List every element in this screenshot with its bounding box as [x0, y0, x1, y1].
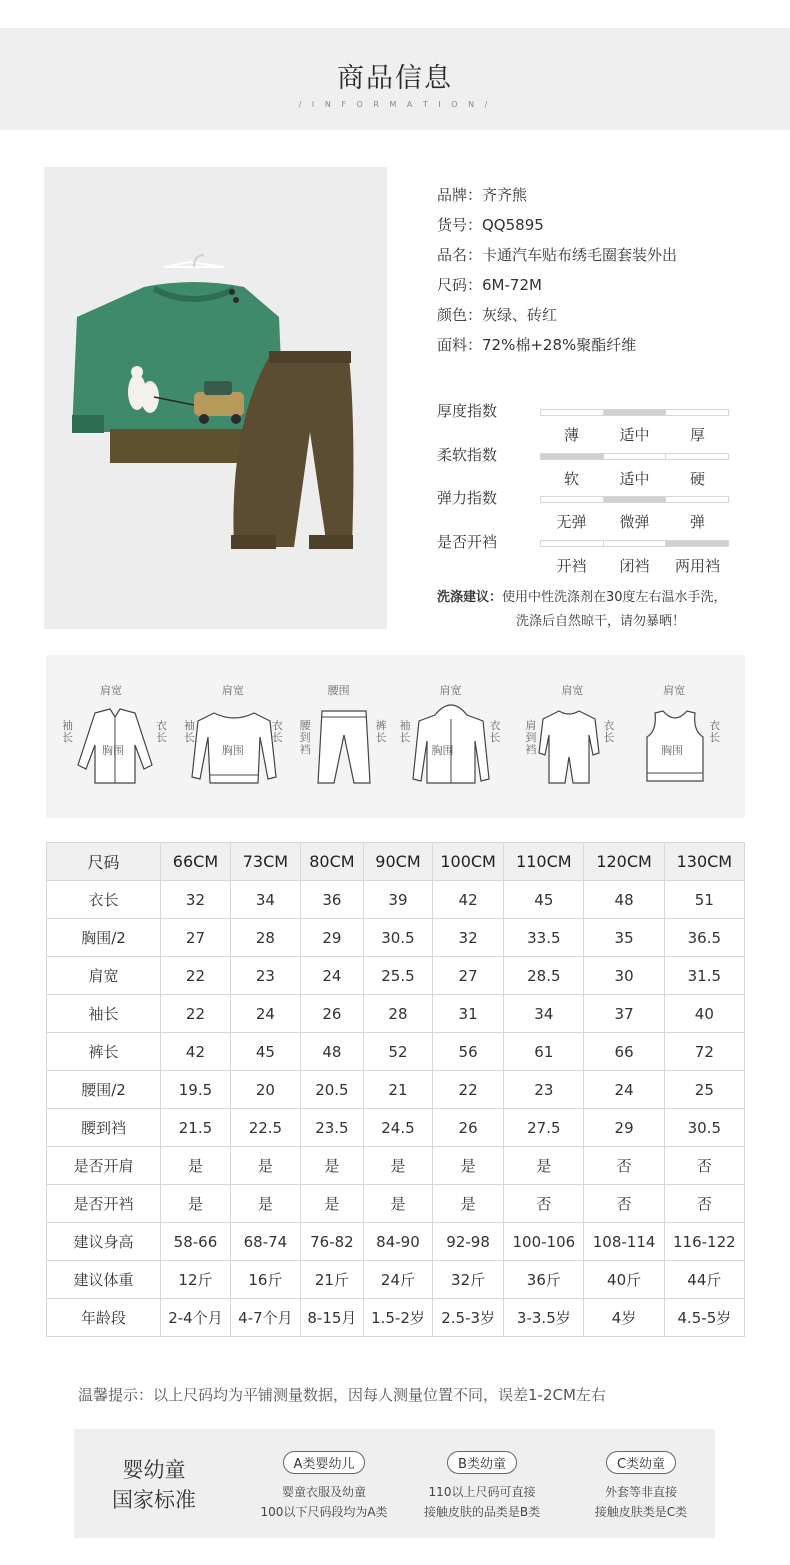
diagram-center-label: 胸围 — [661, 744, 684, 757]
diagram-top-label: 肩宽 — [663, 684, 686, 697]
sweater-diagram — [172, 655, 284, 818]
table-cell: 32 — [161, 881, 231, 919]
table-cell: 21 — [363, 1071, 432, 1109]
table-row — [47, 881, 745, 919]
index-bar — [540, 453, 729, 460]
table-cell: 22 — [161, 995, 231, 1033]
table-row — [47, 1299, 745, 1337]
class-line: 100以下尺码段均为A类 — [260, 1505, 388, 1519]
table-cell: 66 — [584, 1033, 664, 1071]
table-cell: 45 — [504, 881, 584, 919]
index-option: 厚 — [689, 426, 705, 444]
table-cell: 31.5 — [664, 957, 744, 995]
index-softness — [437, 444, 737, 488]
table-header-row — [47, 843, 745, 881]
index-option: 硬 — [689, 469, 705, 488]
table-header-cell: 80CM — [300, 843, 363, 881]
class-line: 接触皮肤类是C类 — [594, 1505, 688, 1519]
table-cell: 19.5 — [161, 1071, 231, 1109]
diagram-right-label: 衣长 — [489, 719, 501, 744]
table-cell: 2.5-3岁 — [433, 1299, 504, 1337]
table-cell: 40 — [664, 995, 744, 1033]
table-row — [47, 1071, 745, 1109]
sweater-diagram-icon — [172, 655, 284, 818]
diagram-right-label: 衣长 — [603, 719, 615, 744]
table-header-cell: 120CM — [584, 843, 664, 881]
class-line: 接触皮肤的品类是B类 — [423, 1505, 541, 1519]
vest-diagram-icon — [619, 655, 731, 818]
diagram-top-label: 肩宽 — [100, 684, 122, 697]
standard-class-c — [566, 1451, 716, 1522]
index-option: 无弹 — [556, 513, 587, 532]
table-cell: 31 — [433, 995, 504, 1033]
table-cell: 是 — [230, 1185, 300, 1223]
table-cell: 36.5 — [664, 919, 744, 957]
table-header-cell: 尺码 — [47, 843, 161, 881]
table-cell: 76-82 — [300, 1223, 363, 1261]
table-cell: 16斤 — [230, 1261, 300, 1299]
table-row — [47, 995, 745, 1033]
diagram-center-label: 胸围 — [431, 744, 454, 757]
pants-diagram-icon — [284, 655, 396, 818]
table-cell: 44斤 — [664, 1261, 744, 1299]
section-subtitle: / I N F O R M A T I O N / — [298, 100, 492, 109]
table-cell: 是 — [300, 1185, 363, 1223]
product-photo — [44, 167, 387, 629]
table-cell: 36 — [300, 881, 363, 919]
table-cell: 32 — [433, 919, 504, 957]
table-cell: 48 — [584, 881, 664, 919]
table-cell: 是 — [433, 1185, 504, 1223]
table-cell: 58-66 — [161, 1223, 231, 1261]
table-cell: 36斤 — [504, 1261, 584, 1299]
table-cell: 30 — [584, 957, 664, 995]
product-illustration — [44, 167, 387, 629]
index-option: 薄 — [563, 426, 579, 444]
table-cell: 34 — [230, 881, 300, 919]
table-cell: 24斤 — [363, 1261, 432, 1299]
hoodie-diagram — [395, 655, 507, 818]
table-row-label: 腰到裆 — [47, 1109, 161, 1147]
table-header-cell: 130CM — [664, 843, 744, 881]
table-cell: 24.5 — [363, 1109, 432, 1147]
table-row — [47, 1033, 745, 1071]
table-cell: 是 — [433, 1147, 504, 1185]
table-cell: 42 — [161, 1033, 231, 1071]
table-cell: 是 — [161, 1185, 231, 1223]
table-cell: 25.5 — [363, 957, 432, 995]
diagram-right-label: 裤长 — [375, 719, 387, 744]
pants-diagram — [284, 655, 396, 818]
table-cell: 12斤 — [161, 1261, 231, 1299]
table-cell: 27.5 — [504, 1109, 584, 1147]
table-cell: 42 — [433, 881, 504, 919]
size-table — [46, 842, 745, 1337]
table-header-cell: 100CM — [433, 843, 504, 881]
shirt-diagram — [60, 655, 172, 818]
wash-label: 洗涤建议： — [437, 590, 503, 605]
table-cell: 30.5 — [363, 919, 432, 957]
hoodie-diagram-icon — [395, 655, 507, 818]
table-cell: 26 — [300, 995, 363, 1033]
table-cell: 33.5 — [504, 919, 584, 957]
table-row — [47, 1185, 745, 1223]
class-pill: B类幼童 — [447, 1451, 517, 1474]
table-cell: 29 — [584, 1109, 664, 1147]
standard-title — [102, 1455, 206, 1515]
table-cell: 72 — [664, 1033, 744, 1071]
index-option: 闭裆 — [619, 556, 650, 575]
table-cell: 92-98 — [433, 1223, 504, 1261]
table-cell: 84-90 — [363, 1223, 432, 1261]
table-cell: 22 — [161, 957, 231, 995]
table-row-label: 裤长 — [47, 1033, 161, 1071]
table-cell: 否 — [584, 1147, 664, 1185]
table-cell: 40斤 — [584, 1261, 664, 1299]
table-cell: 3-3.5岁 — [504, 1299, 584, 1337]
diagram-right-label: 衣长 — [156, 719, 167, 744]
measurement-diagrams — [46, 655, 745, 818]
table-cell: 116-122 — [664, 1223, 744, 1261]
table-cell: 48 — [300, 1033, 363, 1071]
index-option: 软 — [563, 469, 579, 488]
class-line: 110以上尺码可直接 — [428, 1485, 536, 1499]
info-size: 尺码：6M-72M — [437, 276, 542, 294]
table-cell: 4岁 — [584, 1299, 664, 1337]
diagram-left-label: 袖长 — [399, 719, 411, 744]
table-cell: 25 — [664, 1071, 744, 1109]
table-cell: 61 — [504, 1033, 584, 1071]
index-label: 是否开裆 — [437, 532, 498, 551]
table-cell: 20 — [230, 1071, 300, 1109]
diagram-top-label: 肩宽 — [561, 684, 584, 697]
sweater-hem — [110, 429, 250, 463]
table-cell: 是 — [363, 1185, 432, 1223]
table-cell: 8-15月 — [300, 1299, 363, 1337]
diagram-center-label: 胸围 — [221, 744, 244, 757]
table-row — [47, 1147, 745, 1185]
diagram-top-label: 肩宽 — [221, 684, 244, 697]
table-cell: 30.5 — [664, 1109, 744, 1147]
table-cell: 22.5 — [230, 1109, 300, 1147]
table-cell: 28.5 — [504, 957, 584, 995]
table-row — [47, 957, 745, 995]
diagram-left-label: 肩到裆 — [525, 719, 537, 756]
section-header — [0, 28, 790, 130]
product-info — [437, 183, 767, 363]
index-crotch — [437, 531, 737, 575]
table-cell: 2-4个月 — [161, 1299, 231, 1337]
table-cell: 24 — [584, 1071, 664, 1109]
table-cell: 100-106 — [504, 1223, 584, 1261]
diagram-left-label: 袖长 — [62, 719, 73, 744]
index-bar — [540, 409, 729, 416]
table-row-label: 建议体重 — [47, 1261, 161, 1299]
info-brand: 品牌：齐齐熊 — [437, 186, 528, 204]
table-cell: 37 — [584, 995, 664, 1033]
diagram-top-label: 肩宽 — [439, 684, 462, 697]
standard-title-line: 国家标准 — [112, 1488, 196, 1512]
info-sku: 货号：QQ5895 — [437, 216, 544, 234]
table-cell: 26 — [433, 1109, 504, 1147]
index-thickness — [437, 400, 737, 444]
info-fabric: 面料：72%棉+28%聚酯纤维 — [437, 336, 637, 354]
info-name: 品名：卡通汽车贴布绣毛圈套装外出 — [437, 246, 678, 264]
table-row — [47, 919, 745, 957]
table-cell: 108-114 — [584, 1223, 664, 1261]
table-cell: 1.5-2岁 — [363, 1299, 432, 1337]
diagram-center-label: 胸围 — [102, 744, 124, 757]
table-header-cell: 110CM — [504, 843, 584, 881]
class-line: 婴童衣服及幼童 — [281, 1485, 366, 1499]
diagram-top-label: 腰围 — [327, 684, 350, 697]
table-cell: 52 — [363, 1033, 432, 1071]
table-cell: 27 — [161, 919, 231, 957]
index-option: 开裆 — [556, 556, 587, 575]
table-row-label: 袖长 — [47, 995, 161, 1033]
wash-line-1: 使用中性洗涤剂在30度左右温水手洗， — [502, 590, 727, 605]
table-cell: 否 — [664, 1185, 744, 1223]
table-row — [47, 1261, 745, 1299]
diagram-left-label: 腰到裆 — [299, 719, 311, 756]
table-cell: 21斤 — [300, 1261, 363, 1299]
index-label: 柔软指数 — [437, 445, 498, 464]
table-cell: 20.5 — [300, 1071, 363, 1109]
table-header-cell: 73CM — [230, 843, 300, 881]
standard-class-b — [407, 1451, 557, 1522]
table-cell: 22 — [433, 1071, 504, 1109]
table-row — [47, 1223, 745, 1261]
wash-line-2: 洗涤后自然晾干，请勿暴晒！ — [516, 614, 686, 629]
index-option: 微弹 — [619, 513, 650, 532]
table-cell: 是 — [161, 1147, 231, 1185]
section-title: 商品信息 — [337, 63, 453, 94]
table-cell: 否 — [664, 1147, 744, 1185]
table-row-label: 胸围/2 — [47, 919, 161, 957]
index-label: 厚度指数 — [437, 402, 498, 420]
table-cell: 否 — [584, 1185, 664, 1223]
national-standard — [74, 1429, 715, 1538]
table-cell: 29 — [300, 919, 363, 957]
class-line: 外套等非直接 — [604, 1485, 677, 1499]
info-color: 颜色：灰绿、砖红 — [437, 306, 558, 324]
fabric-indices — [437, 400, 737, 574]
table-row-label: 建议身高 — [47, 1223, 161, 1261]
table-header-cell: 66CM — [161, 843, 231, 881]
table-cell: 56 — [433, 1033, 504, 1071]
table-cell: 23 — [504, 1071, 584, 1109]
class-pill: C类幼童 — [606, 1451, 676, 1474]
standard-title-line: 婴幼童 — [122, 1458, 186, 1482]
table-cell: 23.5 — [300, 1109, 363, 1147]
shirt-diagram-icon — [60, 655, 172, 818]
index-option: 两用裆 — [674, 556, 720, 575]
table-cell: 28 — [363, 995, 432, 1033]
table-cell: 是 — [504, 1147, 584, 1185]
table-cell: 4-7个月 — [230, 1299, 300, 1337]
table-cell: 是 — [363, 1147, 432, 1185]
index-option: 适中 — [619, 469, 650, 488]
romper-diagram-icon — [507, 655, 619, 818]
table-cell: 21.5 — [161, 1109, 231, 1147]
table-cell: 35 — [584, 919, 664, 957]
table-row-label: 是否开肩 — [47, 1147, 161, 1185]
table-row-label: 是否开裆 — [47, 1185, 161, 1223]
table-cell: 4.5-5岁 — [664, 1299, 744, 1337]
table-cell: 24 — [230, 995, 300, 1033]
size-tip: 温馨提示：以上尺码均为平铺测量数据，因每人测量位置不同，误差1-2CM左右 — [78, 1386, 606, 1404]
index-elasticity — [437, 487, 737, 531]
index-option: 适中 — [619, 426, 650, 444]
wash-advice — [437, 586, 767, 634]
table-cell: 45 — [230, 1033, 300, 1071]
class-pill: A类婴幼儿 — [283, 1451, 366, 1474]
standard-class-a — [249, 1451, 399, 1522]
table-cell: 28 — [230, 919, 300, 957]
table-cell: 34 — [504, 995, 584, 1033]
vest-diagram — [619, 655, 731, 818]
romper-diagram — [507, 655, 619, 818]
index-bar — [540, 540, 729, 547]
table-header-cell: 90CM — [363, 843, 432, 881]
table-cell: 32斤 — [433, 1261, 504, 1299]
diagram-right-label: 衣长 — [271, 719, 283, 744]
table-row — [47, 1109, 745, 1147]
table-cell: 68-74 — [230, 1223, 300, 1261]
diagram-left-label: 袖长 — [183, 719, 195, 744]
index-label: 弹力指数 — [437, 489, 498, 508]
table-cell: 23 — [230, 957, 300, 995]
table-row-label: 年龄段 — [47, 1299, 161, 1337]
table-cell: 39 — [363, 881, 432, 919]
diagram-right-label: 衣长 — [709, 719, 721, 744]
table-cell: 27 — [433, 957, 504, 995]
table-cell: 否 — [504, 1185, 584, 1223]
index-bar — [540, 496, 729, 503]
index-option: 弹 — [689, 513, 705, 532]
table-cell: 24 — [300, 957, 363, 995]
table-cell: 是 — [300, 1147, 363, 1185]
table-row-label: 肩宽 — [47, 957, 161, 995]
table-row-label: 腰围/2 — [47, 1071, 161, 1109]
table-cell: 51 — [664, 881, 744, 919]
table-cell: 是 — [230, 1147, 300, 1185]
table-row-label: 衣长 — [47, 881, 161, 919]
